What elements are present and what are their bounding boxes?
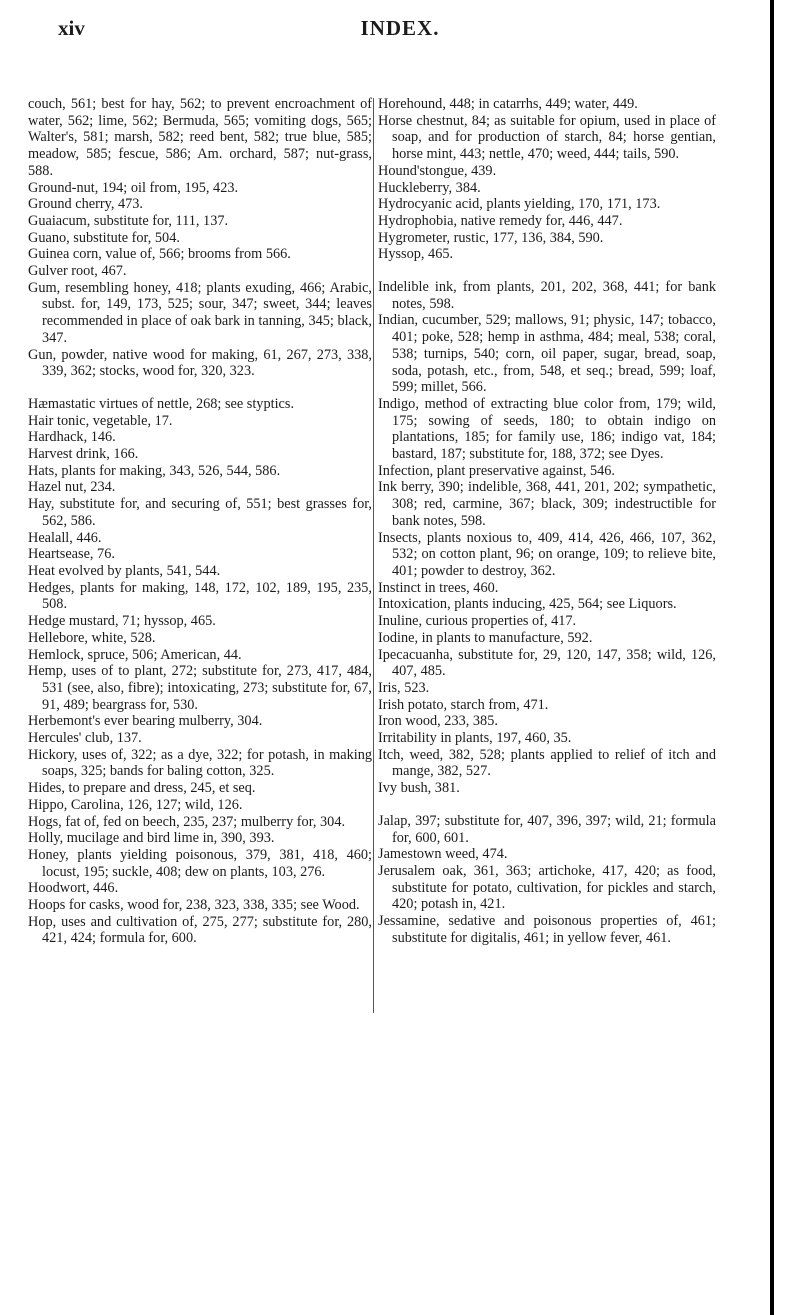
index-entry: Ground cherry, 473. — [28, 196, 144, 213]
column-divider — [373, 98, 374, 1013]
index-entry: Healall, 446. — [28, 529, 102, 546]
index-entry: Hyssop, 465. — [378, 246, 454, 263]
index-entry: Hemp, uses of to plant, 272; substitute for, 273, 417, 484, 531 (see, also, fibre); intoxicating, 273; substitute for, 67, 91, 489; beargrass for, 530. — [28, 663, 372, 713]
index-entry: Huckleberry, 384. — [378, 179, 481, 196]
index-entry: Jessamine, sedative and poisonous properties of, 461; substitute for digitalis, 461; in yellow fever, 461. — [378, 913, 716, 946]
index-entry: Horse chestnut, 84; as suitable for opium, used in place of soap, and for production of starch, 84; horse gentian, horse mint, 443; nettle, 470; weed, 444; tails, 590. — [378, 112, 716, 163]
index-entry: Jalap, 397; substitute for, 407, 396, 397; wild, 21; formula for, 600, 601. — [378, 812, 716, 846]
index-entry: Hoodwort, 446. — [28, 880, 119, 897]
index-entry: Iris, 523. — [378, 679, 430, 696]
index-entry: Hats, plants for making, 343, 526, 544, 586. — [28, 462, 281, 479]
index-entry: Herbemont's ever bearing mulberry, 304. — [28, 713, 263, 730]
index-entry: Hardhack, 146. — [28, 429, 116, 446]
index-entry: Instinct in trees, 460. — [378, 579, 499, 596]
index-entry: Heartsease, 76. — [28, 546, 115, 563]
index-entry: Irritability in plants, 197, 460, 35. — [378, 730, 572, 747]
index-entry: Guano, substitute for, 504. — [28, 229, 180, 246]
index-entry: Horehound, 448; in catarrhs, 449; water, 449. — [378, 96, 638, 112]
index-entry: Ivy bush, 381. — [378, 780, 460, 797]
index-entry: Inuline, curious properties of, 417. — [378, 613, 577, 630]
index-entry: Indigo, method of extracting blue color from, 179; wild, 175; sowing of seeds, 180; to obtain indigo on plantations, 185; for family use, 186; indigo vat, 184; bastard, 187; substitute for, 188, 372; see Dyes. — [378, 395, 716, 463]
index-entry: Hellebore, white, 528. — [28, 629, 156, 646]
index-entry: Hygrometer, rustic, 177, 136, 384, 590. — [378, 229, 604, 246]
index-column-right — [378, 96, 716, 946]
index-entry: Hemlock, spruce, 506; American, 44. — [28, 646, 242, 663]
index-entry: Hedges, plants for making, 148, 172, 102, 189, 195, 235, 508. — [28, 579, 372, 613]
index-entry: Jerusalem oak, 361, 363; artichoke, 417, 420; as food, substitute for potato, cultivation, for pickles and starch, 420; potash in, 421. — [378, 862, 716, 913]
index-entry: Gun, powder, native wood for making, 61, 267, 273, 338, 339, 362; stocks, wood for, 320, 323. — [28, 346, 372, 380]
index-entry: Irish potato, starch from, 471. — [378, 696, 549, 713]
index-entry: Iron wood, 233, 385. — [378, 713, 498, 730]
index-entry: Itch, weed, 382, 528; plants applied to relief of itch and mange, 382, 527. — [378, 746, 716, 780]
page-edge — [770, 0, 774, 1315]
index-entry: Indelible ink, from plants, 201, 202, 368, 441; for bank notes, 598. — [378, 279, 716, 312]
index-column-left — [28, 96, 372, 947]
index-entry: Holly, mucilage and bird lime in, 390, 393. — [28, 830, 275, 847]
index-entry: Hazel nut, 234. — [28, 479, 116, 496]
index-entry: Infection, plant preservative against, 546. — [378, 462, 616, 479]
index-entry: Heat evolved by plants, 541, 544. — [28, 562, 221, 579]
index-entry: Insects, plants noxious to, 409, 414, 426, 466, 107, 362, 532; on cotton plant, 96; on orange, 109; to relieve bite, 401; powder to destroy, 362. — [378, 529, 716, 579]
index-entry: Hoops for casks, wood for, 238, 323, 338, 335; see Wood. — [28, 897, 360, 914]
index-entry: Indian, cucumber, 529; mallows, 91; physic, 147; tobacco, 401; poke, 528; hemp in asthma, 484; meal, 538; coral, 538; turnips, 540; corn, oil paper, sugar, bread, soap, soda, potash, etc., from, 548, et seq.; bread, 599; loaf, 599; millet, 566. — [378, 312, 716, 396]
index-entry: Hogs, fat of, fed on beech, 235, 237; mulberry for, 304. — [28, 813, 346, 830]
index-entry: Hay, substitute for, and securing of, 551; best grasses for, 562, 586. — [28, 496, 372, 529]
index-entry: Hound'stongue, 439. — [378, 162, 497, 179]
index-entry: Ground-nut, 194; oil from, 195, 423. — [28, 179, 239, 196]
index-entry: Gulver root, 467. — [28, 263, 127, 280]
page-title: INDEX. — [360, 16, 440, 40]
index-entry: Gum, resembling honey, 418; plants exuding, 466; Arabic, subst. for, 149, 173, 525; sour, 347; sweet, 344; leaves recommended in place of oak bark in tanning, 345; black, 347. — [28, 279, 372, 346]
index-entry: Hydrocyanic acid, plants yielding, 170, 171, 173. — [378, 196, 661, 213]
index-entry: Harvest drink, 166. — [28, 446, 139, 463]
index-entry: Guaiacum, substitute for, 111, 137. — [28, 212, 229, 229]
index-entry: Jamestown weed, 474. — [378, 846, 508, 863]
index-entry: Ink berry, 390; indelible, 368, 441, 201, 202; sympathetic, 308; red, carmine, 367; black, 309; indestructible for bank notes, 598. — [378, 479, 716, 529]
index-entry: Hair tonic, vegetable, 17. — [28, 412, 173, 429]
index-entry: couch, 561; best for hay, 562; to prevent encroachment of water, 562; lime, 562; Bermuda, 565; vomiting dogs, 565; Walter's, 581; marsh, 582; reed bent, 582; true blue, 585; meadow, 585; fescue, 586; Am. orchard, 587; nut-grass, 588. — [28, 96, 372, 179]
page-number: xiv — [58, 16, 85, 40]
index-entry: Guinea corn, value of, 566; brooms from 566. — [28, 246, 291, 263]
index-entry: Hercules' club, 137. — [28, 730, 142, 747]
index-entry: Iodine, in plants to manufacture, 592. — [378, 629, 593, 646]
index-entry: Hippo, Carolina, 126, 127; wild, 126. — [28, 796, 243, 813]
index-entry: Intoxication, plants inducing, 425, 564; see Liquors. — [378, 596, 677, 613]
index-entry: Ipecacuanha, substitute for, 29, 120, 147, 358; wild, 126, 407, 485. — [378, 646, 716, 680]
index-entry: Honey, plants yielding poisonous, 379, 381, 418, 460; locust, 195; suckle, 408; dew on plants, 103, 276. — [28, 846, 372, 880]
index-entry: Hop, uses and cultivation of, 275, 277; substitute for, 280, 421, 424; formula for, 600. — [28, 913, 372, 947]
index-entry: Hides, to prepare and dress, 245, et seq. — [28, 780, 256, 797]
index-entry: Hydrophobia, native remedy for, 446, 447. — [378, 212, 623, 229]
index-entry: Hedge mustard, 71; hyssop, 465. — [28, 613, 216, 630]
index-entry: Hickory, uses of, 322; as a dye, 322; for potash, in making soaps, 325; bands for baling cotton, 325. — [28, 746, 372, 780]
page-header — [0, 16, 800, 46]
index-entry: Hæmastatic virtues of nettle, 268; see styptics. — [28, 395, 295, 412]
